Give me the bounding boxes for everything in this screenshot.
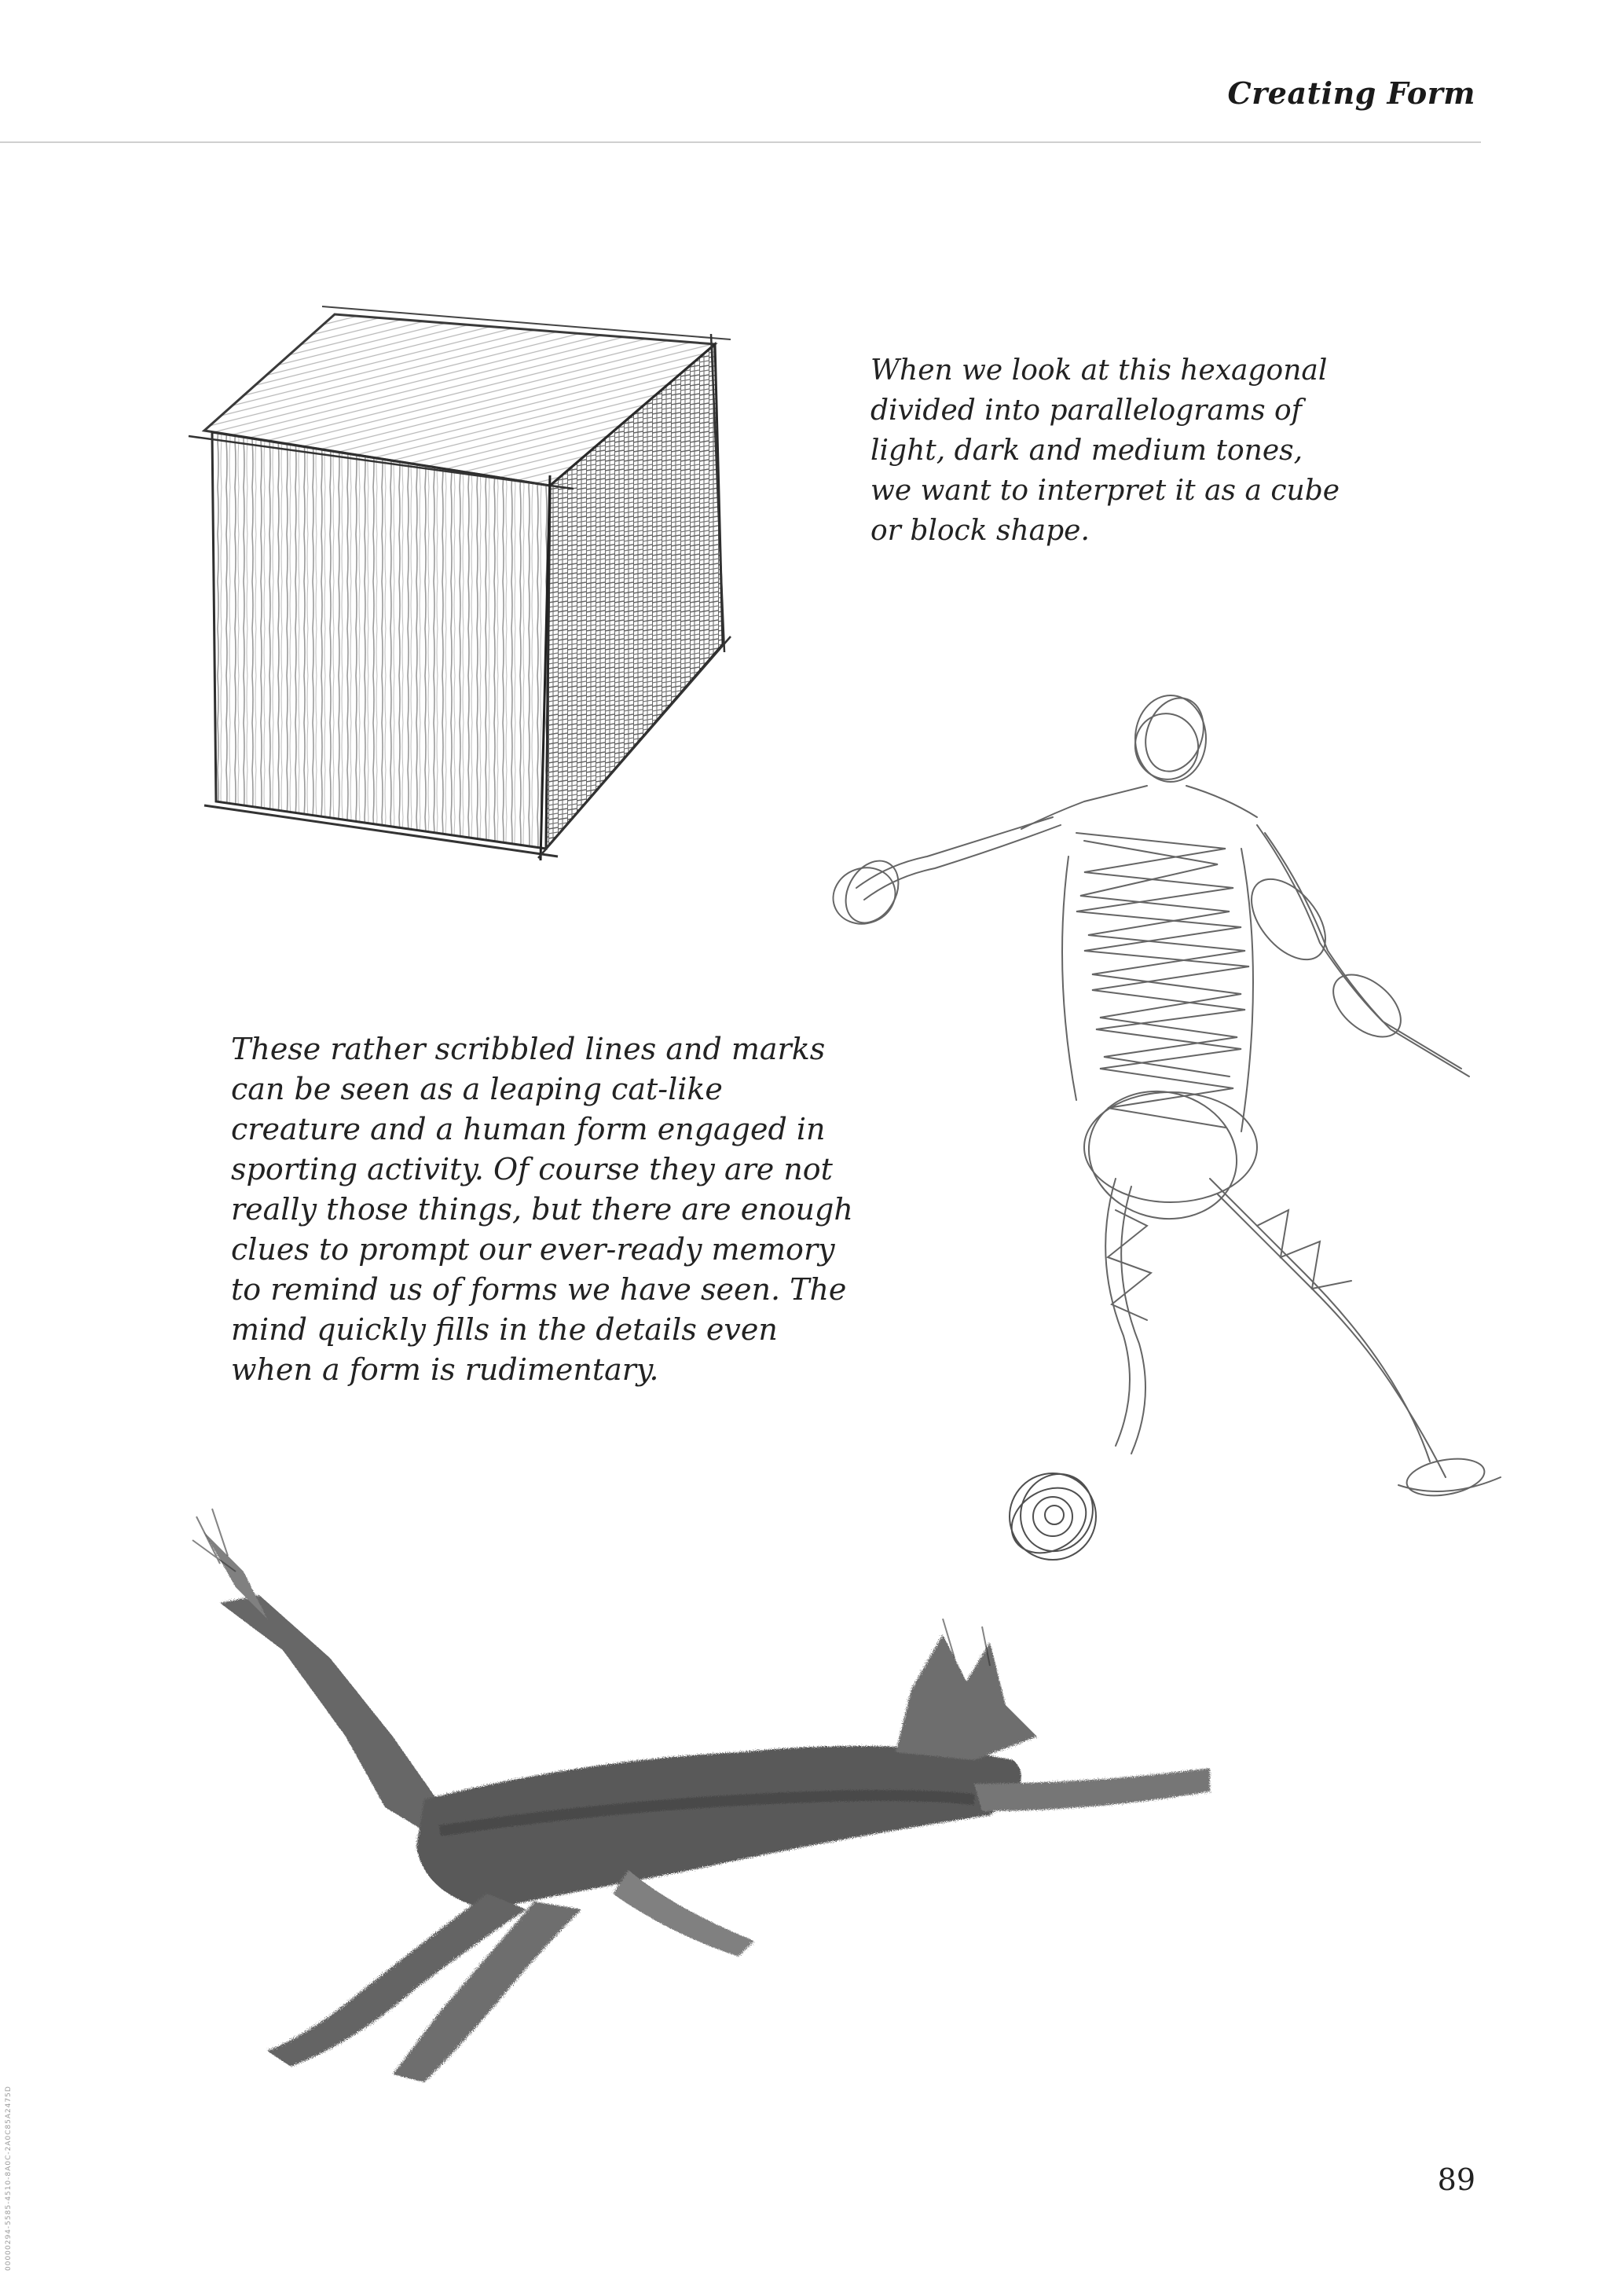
cube-caption-line: light, dark and medium tones, bbox=[870, 435, 1303, 467]
scribble-caption-line: creature and a human form engaged in bbox=[231, 1112, 826, 1146]
scribble-caption-line: mind quickly fills in the details even bbox=[231, 1312, 778, 1347]
cube-caption-line: or block shape. bbox=[870, 515, 1090, 547]
cube-caption-line: divided into parallelograms of bbox=[870, 394, 1302, 427]
scribble-caption-line: to remind us of forms we have seen. The bbox=[231, 1272, 847, 1307]
scribble-caption bbox=[231, 1029, 853, 1390]
scribbled-footballer-drawing bbox=[817, 660, 1508, 1603]
scribble-caption-line: when a form is rudimentary. bbox=[231, 1352, 659, 1387]
scribble-caption-line: can be seen as a leaping cat-like bbox=[231, 1072, 723, 1106]
pencil-cube-drawing bbox=[181, 299, 746, 880]
cube-caption-line: we want to interpret it as a cube bbox=[870, 475, 1340, 507]
page-number: 89 bbox=[1437, 2162, 1475, 2197]
scribble-caption-line: clues to prompt our ever-ready memory bbox=[231, 1232, 835, 1267]
cube-caption-line: When we look at this hexagonal bbox=[870, 354, 1328, 387]
scribble-caption-line: These rather scribbled lines and marks bbox=[231, 1032, 826, 1066]
cube-caption bbox=[870, 350, 1340, 551]
side-production-code: 00000294-5585-4510-8A0C-2A0C85A2475D bbox=[5, 2085, 13, 2271]
running-head-title: Creating Form bbox=[1227, 75, 1475, 111]
scribble-caption-line: really those things, but there are enough bbox=[231, 1192, 853, 1227]
scribble-caption-line: sporting activity. Of course they are not bbox=[231, 1152, 833, 1187]
header-rule bbox=[0, 141, 1481, 143]
scribbled-leaping-cat-drawing bbox=[189, 1501, 1226, 2098]
